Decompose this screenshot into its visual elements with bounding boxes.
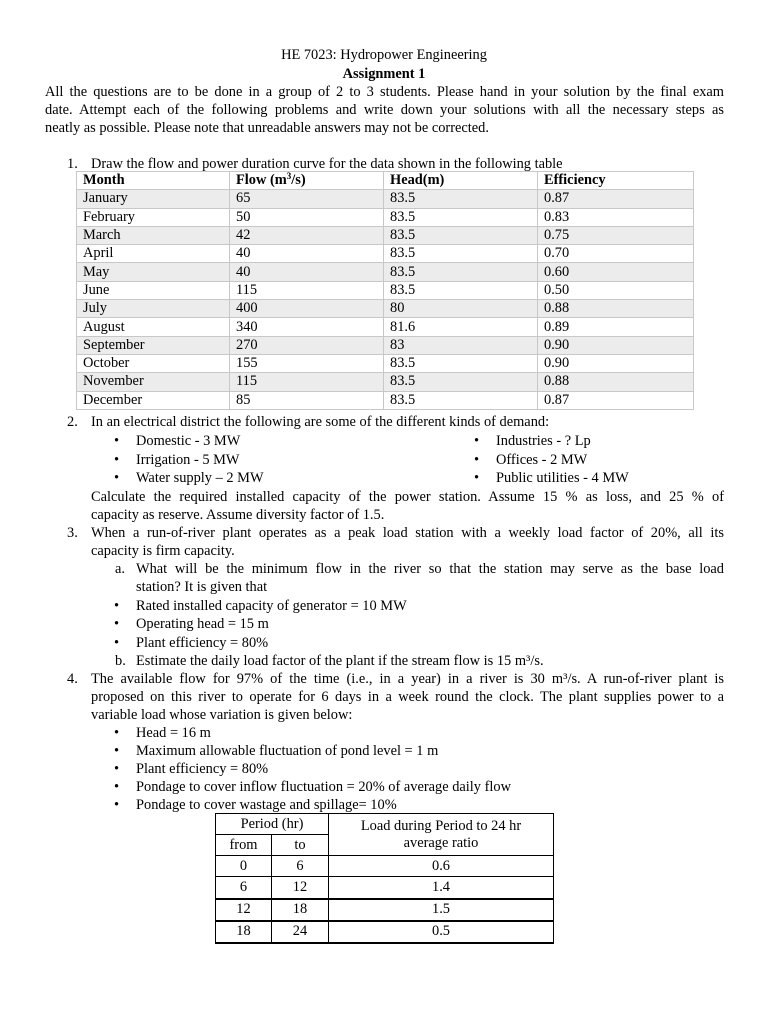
bullet-icon: • — [114, 743, 120, 759]
table-row — [77, 281, 694, 299]
cell-flow: 155 — [230, 354, 384, 372]
header-head: Head(m) — [384, 172, 538, 190]
bullet-icon: • — [114, 433, 120, 449]
load-variation-table — [215, 813, 554, 944]
q4-bullet-5: • Pondage to cover wastage and spillage= 10% — [114, 797, 397, 813]
cell-flow: 270 — [230, 336, 384, 354]
q3-bullet-2: • Operating head = 15 m — [114, 616, 269, 632]
bullet-icon: • — [114, 470, 120, 486]
bullet-icon: • — [114, 779, 120, 795]
q4-line-2: proposed on this river to operate for 6 days in a week round the clock. The plant supplies power to a — [91, 689, 724, 705]
q2-bullet-left-1: • Domestic - 3 MW — [114, 433, 241, 449]
cell-flow: 400 — [230, 300, 384, 318]
q3-bullet-1: • Rated installed capacity of generator = 10 MW — [114, 598, 407, 614]
cell-efficiency: 0.75 — [538, 226, 694, 244]
table-header-row — [216, 814, 554, 835]
table-row — [216, 899, 554, 921]
cell-efficiency: 0.60 — [538, 263, 694, 281]
header-month: Month — [77, 172, 230, 190]
cell-flow: 65 — [230, 190, 384, 208]
cell-efficiency: 0.88 — [538, 373, 694, 391]
table-row — [77, 300, 694, 318]
cell-head: 83.5 — [384, 354, 538, 372]
table-row — [77, 318, 694, 336]
cell-month: March — [77, 226, 230, 244]
bullet-icon: • — [474, 433, 480, 449]
header-period: Period (hr) — [216, 814, 329, 835]
cell-efficiency: 0.70 — [538, 245, 694, 263]
cell-flow: 115 — [230, 373, 384, 391]
cell-month: May — [77, 263, 230, 281]
flow-data-table — [76, 171, 694, 410]
table-row — [77, 226, 694, 244]
cell-flow: 85 — [230, 391, 384, 409]
header-load-ratio: Load during Period to 24 hr average ratio — [329, 814, 554, 856]
cell-flow: 50 — [230, 208, 384, 226]
cell-from: 0 — [216, 856, 272, 877]
cell-from: 12 — [216, 899, 272, 921]
header-from: from — [216, 835, 272, 856]
table-row — [77, 336, 694, 354]
bullet-icon: • — [114, 598, 120, 614]
cell-month: December — [77, 391, 230, 409]
cell-efficiency: 0.90 — [538, 354, 694, 372]
cell-month: November — [77, 373, 230, 391]
q3-bullet-3: • Plant efficiency = 80% — [114, 635, 269, 651]
table-row — [216, 921, 554, 943]
q2-calc-line-1: Calculate the required installed capacity of the power station. Assume 15 % as loss, and 25 % of — [91, 489, 724, 505]
cell-month: January — [77, 190, 230, 208]
cell-from: 6 — [216, 877, 272, 899]
cell-efficiency: 0.89 — [538, 318, 694, 336]
cell-head: 80 — [384, 300, 538, 318]
cell-efficiency: 0.90 — [538, 336, 694, 354]
cell-efficiency: 0.87 — [538, 190, 694, 208]
cell-head: 83 — [384, 336, 538, 354]
cell-ratio: 1.5 — [329, 899, 554, 921]
table-header-row — [77, 172, 694, 190]
cell-flow: 40 — [230, 245, 384, 263]
cell-efficiency: 0.88 — [538, 300, 694, 318]
cell-ratio: 0.5 — [329, 921, 554, 943]
bullet-icon: • — [114, 635, 120, 651]
q4-line-1: The available flow for 97% of the time (i.e., in a year) in a river is 30 m³/s. A run-of-river plant is — [91, 671, 724, 687]
cell-flow: 42 — [230, 226, 384, 244]
table-row — [216, 856, 554, 877]
bullet-icon: • — [474, 470, 480, 486]
cell-efficiency: 0.50 — [538, 281, 694, 299]
q2-bullet-right-3: • Public utilities - 4 MW — [474, 470, 629, 486]
bullet-icon: • — [114, 797, 120, 813]
table-row — [77, 208, 694, 226]
cell-flow: 40 — [230, 263, 384, 281]
cell-to: 6 — [272, 856, 329, 877]
bullet-icon: • — [114, 725, 120, 741]
q3-line-2: capacity is firm capacity. — [91, 543, 235, 559]
header-efficiency: Efficiency — [538, 172, 694, 190]
q1-text: Draw the flow and power duration curve for the data shown in the following table — [91, 156, 563, 172]
bullet-icon: • — [114, 761, 120, 777]
table-row — [77, 190, 694, 208]
bullet-icon: • — [114, 616, 120, 632]
cell-head: 83.5 — [384, 226, 538, 244]
q3-line-1: When a run-of-river plant operates as a peak load station with a weekly load factor of 20%, all its — [91, 525, 724, 541]
cell-to: 24 — [272, 921, 329, 943]
intro-line-3: neatly as possible. Please note that unreadable answers may not be corrected. — [45, 120, 489, 136]
q4-line-3: variable load whose variation is given below: — [91, 707, 353, 723]
q3-a-line-2: station? It is given that — [136, 579, 268, 595]
cell-month: June — [77, 281, 230, 299]
q3-a-label: a. — [115, 561, 125, 577]
cell-month: August — [77, 318, 230, 336]
q2-bullet-right-2: • Offices - 2 MW — [474, 452, 588, 468]
table-row — [77, 354, 694, 372]
q3-b-text: Estimate the daily load factor of the plant if the stream flow is 15 m³/s. — [136, 653, 544, 669]
cell-month: April — [77, 245, 230, 263]
course-title: HE 7023: Hydropower Engineering — [281, 47, 487, 63]
cell-month: September — [77, 336, 230, 354]
cell-month: February — [77, 208, 230, 226]
intro-line-2: date. Attempt each of the following problems and write down your solutions with all the necessary steps as — [45, 102, 724, 118]
header-to: to — [272, 835, 329, 856]
cell-head: 83.5 — [384, 373, 538, 391]
q4-number: 4. — [67, 671, 78, 687]
table-row — [77, 373, 694, 391]
cell-to: 12 — [272, 877, 329, 899]
cell-efficiency: 0.87 — [538, 391, 694, 409]
bullet-icon: • — [474, 452, 480, 468]
q2-bullet-right-1: • Industries - ? Lp — [474, 433, 591, 449]
q2-text: In an electrical district the following are some of the different kinds of demand: — [91, 414, 550, 430]
q3-number: 3. — [67, 525, 78, 541]
q2-bullet-left-3: • Water supply – 2 MW — [114, 470, 264, 486]
q4-bullet-1: • Head = 16 m — [114, 725, 211, 741]
cell-ratio: 1.4 — [329, 877, 554, 899]
cell-flow: 115 — [230, 281, 384, 299]
q4-bullet-4: • Pondage to cover inflow fluctuation = 20% of average daily flow — [114, 779, 511, 795]
q1-number: 1. — [67, 156, 78, 172]
q2-bullet-left-2: • Irrigation - 5 MW — [114, 452, 240, 468]
cell-head: 83.5 — [384, 208, 538, 226]
assignment-title: Assignment 1 — [342, 66, 426, 82]
header-flow: Flow $(m^3/s)$ — [230, 172, 384, 190]
cell-head: 83.5 — [384, 281, 538, 299]
cell-head: 83.5 — [384, 263, 538, 281]
table-row — [77, 391, 694, 409]
table-row — [77, 245, 694, 263]
q2-number: 2. — [67, 414, 78, 430]
cell-ratio: 0.6 — [329, 856, 554, 877]
q4-bullet-3: • Plant efficiency = 80% — [114, 761, 269, 777]
cell-efficiency: 0.83 — [538, 208, 694, 226]
cell-from: 18 — [216, 921, 272, 943]
q2-calc-line-2: capacity as reserve. Assume diversity factor of 1.5. — [91, 507, 385, 523]
q4-bullet-2: • Maximum allowable fluctuation of pond level = 1 m — [114, 743, 439, 759]
q3-b-label: b. — [115, 653, 126, 669]
q3-a-line-1: What will be the minimum flow in the river so that the station may serve as the base load — [136, 561, 724, 577]
table-row — [216, 877, 554, 899]
intro-line-1: All the questions are to be done in a group of 2 to 3 students. Please hand in your solution by the final exam — [45, 84, 724, 100]
bullet-icon: • — [114, 452, 120, 468]
cell-month: October — [77, 354, 230, 372]
cell-head: 83.5 — [384, 391, 538, 409]
cell-head: 83.5 — [384, 245, 538, 263]
cell-flow: 340 — [230, 318, 384, 336]
table-row — [77, 263, 694, 281]
cell-head: 81.6 — [384, 318, 538, 336]
cell-month: July — [77, 300, 230, 318]
cell-head: 83.5 — [384, 190, 538, 208]
cell-to: 18 — [272, 899, 329, 921]
